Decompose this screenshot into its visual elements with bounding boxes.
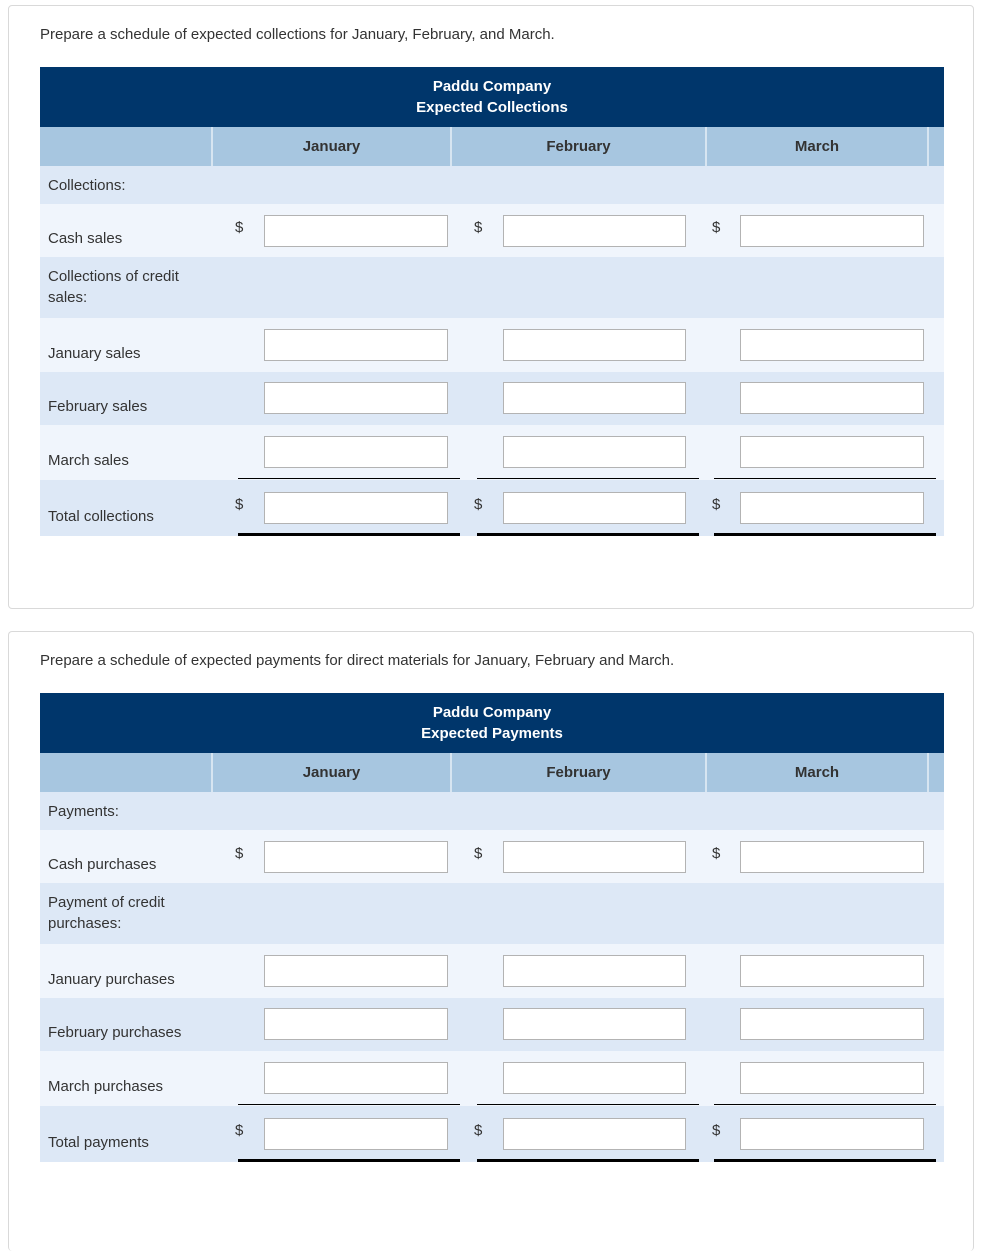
payments-col-march: March [794, 764, 840, 781]
payments-subtotal-rule-jan [238, 1104, 460, 1105]
march-sales-feb-input[interactable] [503, 436, 686, 468]
payments-column-header [40, 753, 944, 792]
cash-purchases-row [40, 830, 944, 883]
cash-sales-feb-currency: $ [474, 219, 483, 236]
total-collections-feb-currency: $ [474, 496, 483, 513]
collections-schedule-title: Expected Collections [416, 99, 568, 116]
collections-title-bar [40, 67, 944, 127]
total-collections-feb-input[interactable] [503, 492, 686, 524]
march-sales-row [40, 425, 944, 480]
collections-col-march: March [794, 138, 840, 155]
march-purchases-row [40, 1051, 944, 1106]
credit-payments-heading-row [40, 883, 944, 944]
cash-sales-row [40, 204, 944, 257]
total-collections-mar-currency: $ [712, 496, 721, 513]
january-sales-mar-input[interactable] [740, 329, 924, 361]
collections-company-name: Paddu Company [432, 78, 552, 95]
march-purchases-feb-input[interactable] [503, 1062, 686, 1094]
collections-section-label: Collections: [48, 177, 126, 194]
payments-schedule-title: Expected Payments [421, 725, 563, 742]
total-collections-row [40, 480, 944, 536]
january-sales-row [40, 318, 944, 372]
collections-section-row [40, 166, 944, 204]
january-purchases-label: January purchases [48, 971, 175, 988]
cash-purchases-feb-input[interactable] [503, 841, 686, 873]
credit-collections-heading: Collections of credit sales: [48, 268, 179, 306]
collections-schedule [40, 67, 944, 536]
january-purchases-jan-input[interactable] [264, 955, 448, 987]
payments-section-label: Payments: [48, 803, 119, 820]
total-payments-mar-input[interactable] [740, 1118, 924, 1150]
cash-sales-label: Cash sales [48, 230, 123, 247]
total-rule-jan [238, 533, 460, 536]
payments-total-rule-feb [477, 1159, 699, 1162]
total-payments-jan-input[interactable] [264, 1118, 448, 1150]
march-sales-jan-input[interactable] [264, 436, 448, 468]
cash-sales-feb-input[interactable] [503, 215, 686, 247]
payments-schedule [40, 693, 944, 1162]
credit-payments-heading: Payment of credit purchases: [48, 894, 165, 932]
cash-sales-jan-currency: $ [235, 219, 244, 236]
total-payments-feb-input[interactable] [503, 1118, 686, 1150]
total-rule-feb [477, 533, 699, 536]
cash-purchases-label: Cash purchases [48, 856, 157, 873]
total-collections-mar-input[interactable] [740, 492, 924, 524]
total-payments-jan-currency: $ [235, 1122, 244, 1139]
total-collections-jan-input[interactable] [264, 492, 448, 524]
total-rule-mar [714, 533, 936, 536]
january-sales-label: January sales [48, 345, 141, 362]
credit-collections-heading-row [40, 257, 944, 318]
payments-col-february: February [546, 764, 611, 781]
collections-col-february: February [546, 138, 611, 155]
total-payments-row [40, 1106, 944, 1162]
subtotal-rule-jan [238, 478, 460, 479]
february-purchases-label: February purchases [48, 1024, 182, 1041]
total-collections-jan-currency: $ [235, 496, 244, 513]
march-purchases-mar-input[interactable] [740, 1062, 924, 1094]
payments-instruction: Prepare a schedule of expected payments for direct materials for January, February and March. [40, 652, 675, 669]
february-purchases-mar-input[interactable] [740, 1008, 924, 1040]
february-purchases-feb-input[interactable] [503, 1008, 686, 1040]
cash-purchases-mar-input[interactable] [740, 841, 924, 873]
february-sales-jan-input[interactable] [264, 382, 448, 414]
cash-sales-jan-input[interactable] [264, 215, 448, 247]
payments-card [8, 631, 974, 1251]
payments-subtotal-rule-feb [477, 1104, 699, 1105]
payments-col-january: January [302, 764, 361, 781]
collections-column-header [40, 127, 944, 166]
subtotal-rule-mar [714, 478, 936, 479]
march-purchases-jan-input[interactable] [264, 1062, 448, 1094]
cash-sales-mar-currency: $ [712, 219, 721, 236]
payments-total-rule-mar [714, 1159, 936, 1162]
january-purchases-row [40, 944, 944, 998]
total-payments-feb-currency: $ [474, 1122, 483, 1139]
february-sales-label: February sales [48, 398, 148, 415]
march-purchases-label: March purchases [48, 1078, 164, 1095]
cash-purchases-jan-currency: $ [235, 845, 244, 862]
cash-purchases-jan-input[interactable] [264, 841, 448, 873]
payments-company-name: Paddu Company [432, 704, 552, 721]
payments-subtotal-rule-mar [714, 1104, 936, 1105]
january-purchases-mar-input[interactable] [740, 955, 924, 987]
payments-total-rule-jan [238, 1159, 460, 1162]
total-payments-label: Total payments [48, 1134, 149, 1151]
collections-card [8, 5, 974, 609]
february-sales-row [40, 372, 944, 425]
payments-title-bar [40, 693, 944, 753]
march-sales-label: March sales [48, 452, 129, 469]
february-sales-mar-input[interactable] [740, 382, 924, 414]
total-collections-label: Total collections [48, 508, 154, 525]
collections-instruction: Prepare a schedule of expected collections for January, February, and March. [40, 26, 555, 43]
cash-purchases-feb-currency: $ [474, 845, 483, 862]
collections-col-january: January [302, 138, 361, 155]
february-purchases-jan-input[interactable] [264, 1008, 448, 1040]
january-sales-jan-input[interactable] [264, 329, 448, 361]
total-payments-mar-currency: $ [712, 1122, 721, 1139]
subtotal-rule-feb [477, 478, 699, 479]
cash-sales-mar-input[interactable] [740, 215, 924, 247]
january-sales-feb-input[interactable] [503, 329, 686, 361]
march-sales-mar-input[interactable] [740, 436, 924, 468]
february-sales-feb-input[interactable] [503, 382, 686, 414]
february-purchases-row [40, 998, 944, 1051]
cash-purchases-mar-currency: $ [712, 845, 721, 862]
january-purchases-feb-input[interactable] [503, 955, 686, 987]
payments-section-row [40, 792, 944, 830]
